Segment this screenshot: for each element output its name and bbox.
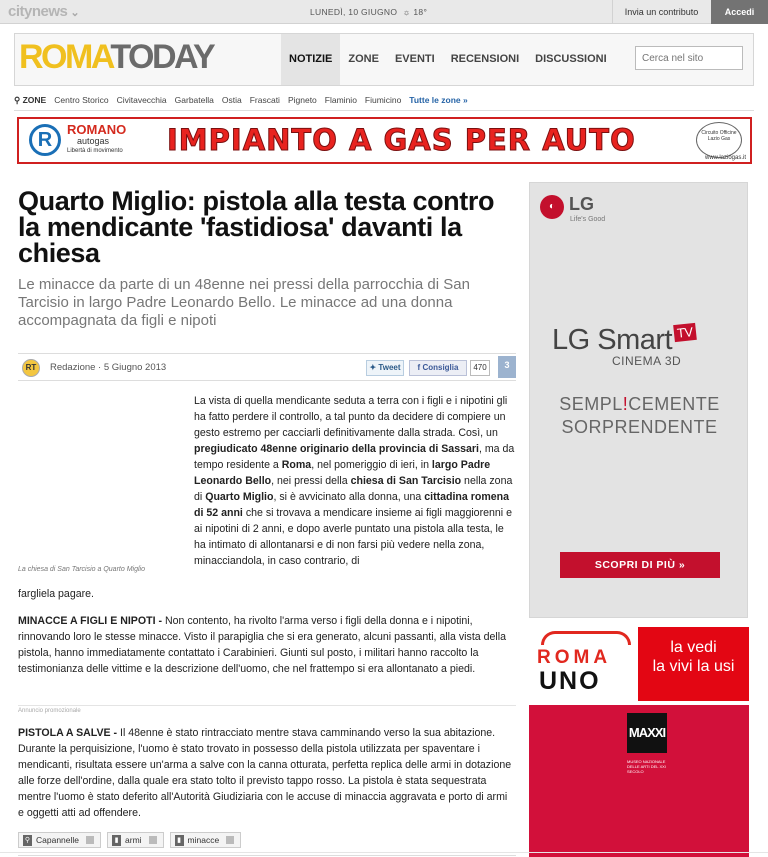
banner-url: www.laziogas.it (704, 155, 746, 161)
maxxi-ad[interactable] (529, 705, 749, 857)
maxxi-logo: MAXXI (627, 713, 667, 753)
romauno-uno: UNO (539, 667, 601, 695)
zone-link[interactable]: Ostia (221, 95, 242, 105)
facebook-like-button[interactable]: f Consiglia (409, 360, 467, 376)
all-zones-link[interactable]: Tutte le zone » (409, 95, 468, 105)
tweet-button[interactable]: ✦ Tweet (366, 360, 404, 376)
nav-recensioni[interactable]: RECENSIONI (450, 53, 520, 65)
author-date: Redazione · 5 Giugno 2013 (50, 362, 167, 373)
slogan-line: la vivi la usi (652, 658, 735, 675)
tag-follow-icon (226, 836, 234, 844)
article-paragraph-1-end: fargliela pagare. (18, 588, 94, 600)
article-subtitle: Le minacce da parte di un 48enne nei pressi della parrocchia di San Tarcisio in largo Padre Leonardo Bello. Le minacce ad una donna accompagnata da figli e nipoti (18, 276, 470, 329)
zone-label: ⚲ ZONE (14, 95, 47, 105)
location-pin-icon: ⚲ (14, 95, 21, 105)
chevron-down-icon: ⌄ (70, 7, 80, 19)
like-count: 470 (470, 360, 490, 376)
zone-link[interactable]: Frascati (249, 95, 280, 105)
tag-follow-icon (149, 836, 157, 844)
lg-ad[interactable] (529, 182, 748, 618)
contribute-link[interactable]: Invia un contributo (612, 0, 710, 24)
article-paragraph-3: PISTOLA A SALVE - Il 48enne è stato rintracciato mentre stava camminando verso la sua abitazione. Durante la perquisizione, l'uomo è stato trovato in possesso della pistola utilizzata per spaventare i mendicanti, risultata essere un'arma a salve con la canna otturata, perfetta replica delle armi in dotazione alle forze dell'ordine, dalla quale era stato tolto il previsto tappo rosso. La pistola è stata sequestrata mentre l'uomo è stato deferito all'Autorità Giudiziaria con le accuse di minaccia aggravata e porto di armi e oggetti atti ad offendere. (18, 727, 512, 819)
lg-smart-tv-title: LG Smart TV (552, 324, 696, 357)
zone-link[interactable]: Flaminio (324, 95, 357, 105)
nav-notizie[interactable]: NOTIZIE (281, 34, 340, 85)
tag-capannelle[interactable]: ⚲ Capannelle (18, 832, 101, 848)
citynews-logo[interactable]: citynews ⌄ (8, 3, 80, 20)
zone-link[interactable]: Civitavecchia (116, 95, 167, 105)
lg-claim: SEMPL!CEMENTE SORPRENDENTE (559, 394, 720, 437)
zone-link[interactable]: Centro Storico (54, 95, 109, 105)
banner-headline: IMPIANTO A GAS PER AUTO (167, 123, 636, 157)
article (18, 186, 516, 845)
lg-logo-text: LG (569, 194, 594, 214)
article-meta (18, 353, 516, 381)
romatoday-logo[interactable]: ROMATODAY (19, 38, 214, 76)
nav-discussioni[interactable]: DISCUSSIONI (535, 53, 607, 65)
zone-link[interactable]: Pigneto (287, 95, 317, 105)
main-nav (281, 34, 615, 85)
colosseum-icon (541, 631, 631, 645)
facebook-icon: f (417, 363, 421, 372)
article-title: Quarto Miglio: pistola alla testa contro la mendicante 'fastidiosa' davanti la chiesa (18, 186, 495, 268)
twitter-bird-icon: ✦ (369, 363, 377, 372)
tag-list (18, 832, 241, 848)
avatar: RT (22, 359, 40, 377)
lg-slogan: Life's Good (570, 216, 606, 223)
photo-caption: La chiesa di San Tarcisio a Quarto Miglio (18, 566, 145, 573)
zone-link[interactable]: Garbatella (174, 95, 214, 105)
tag-follow-icon (86, 836, 94, 844)
bookmark-icon: ▮ (112, 835, 121, 846)
date-weather: LUNEDÌ, 10 GIUGNO ☼ 18° (310, 7, 428, 17)
romano-autogas-logo (25, 122, 135, 160)
article-paragraph-1: La vista di quella mendicante seduta a terra con i figli e i nipotini gli ha fatto perdere il controllo, a tal punto da decidere di compiere un gesto estremo per cacciarli definitivamente dalla strada. Così, un pregiudicato 48enne originario della provincia di Sassari, ma da tempo residente a Roma, nel pomeriggio di ieri, in largo Padre Leonardo Bello, nei pressi della chiesa di San Tarcisio nella zona di Quarto Miglio, si è avvicinato alla donna, una cittadina romena di 52 anni che si trovava a mendicare insieme ai figli maggiorenni e ai nipotini di 2 anni, e dopo averle puntato una pistola alla testa, le ha intimato di allontanarsi e di non farsi più vedere nella zona, minacciandola, in caso contrario, di (194, 395, 515, 567)
maxxi-subtitle: MUSEO NAZIONALE DELLE ARTI DEL XXI SECOLO (627, 759, 666, 774)
login-button[interactable]: Accedi (711, 0, 768, 24)
gas-ad-banner[interactable] (17, 117, 752, 164)
comments-count[interactable]: 3 (498, 356, 516, 378)
top-bar (0, 0, 768, 24)
bookmark-icon: ▮ (175, 835, 184, 846)
nav-zone[interactable]: ZONE (348, 53, 379, 65)
lg-cinema-3d: CINEMA 3D (612, 354, 682, 368)
divider (0, 852, 768, 853)
article-paragraph-2: MINACCE A FIGLI E NIPOTI - Non contento, ha rivolto l'arma verso i figli della donna e i nipotini, rinnovando loro le stesse minacce. Visto il parapiglia che si era generato, alcuni passanti, alla vista della pistola, hanno immediatamente contattato i Carabinieri. Giunti sul posto, i militari hanno raccolto la testimonianza delle vittime e la descrizione dell'uomo, che nel frattempo si era allontanato a piedi. (18, 615, 506, 675)
zone-link[interactable]: Fiumicino (364, 95, 402, 105)
zone-bar (14, 90, 754, 111)
banner-tagline: Libertà di movimento (67, 148, 123, 154)
lg-logo-icon: ◐ (540, 195, 564, 219)
romauno-slogan-ad[interactable] (638, 627, 749, 701)
r-logo-icon: R (29, 124, 61, 156)
nav-eventi[interactable]: EVENTI (394, 53, 435, 65)
tag-minacce[interactable]: ▮ minacce (170, 832, 242, 848)
romauno-ad[interactable] (529, 627, 637, 701)
tag-armi[interactable]: ▮ armi (107, 832, 164, 848)
laziogas-badge: Circuito Officine Lazio Gas (696, 122, 742, 158)
weather-icon: ☼ (402, 7, 411, 17)
romauno-roma: ROMA (537, 647, 612, 668)
scopri-button[interactable]: SCOPRI DI PIÙ » (560, 552, 720, 578)
slogan-line: la vedi (670, 639, 717, 656)
site-header (14, 33, 754, 86)
location-pin-icon: ⚲ (24, 836, 31, 844)
search-input[interactable] (635, 46, 743, 70)
divider (18, 855, 516, 856)
ad-label: Annuncio promozionale (18, 705, 516, 714)
banner-brand: ROMANO (67, 122, 127, 137)
banner-brand-sub: autogas (77, 136, 110, 146)
